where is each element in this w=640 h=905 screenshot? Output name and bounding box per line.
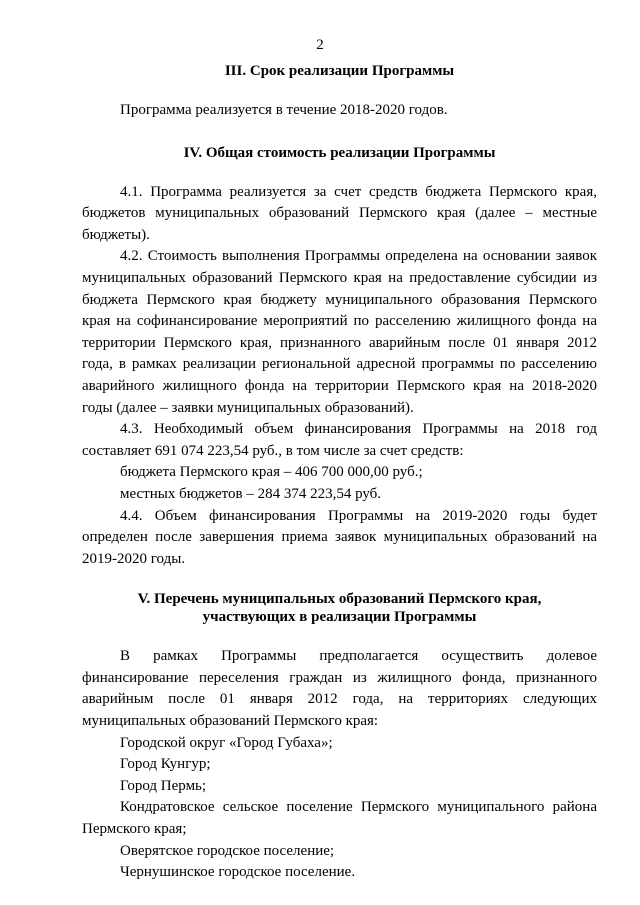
page-number: 2 [316, 37, 324, 53]
local-budgets-line: местных бюджетов – 284 374 223,54 руб. [120, 485, 382, 502]
regional-budget-line: бюджета Пермского края – 406 700 000,00 руб.; [120, 464, 423, 481]
paragraph-4-1: 4.1. Программа реализуется за счет средств бюджета Пермского края, бюджетов муниципальных образований Пермского края (далее – местные бюджеты). [82, 183, 597, 243]
section-5-intro: В рамках Программы предполагается осуществить долевое финансирование переселения граждан из жилищного фонда, признанного аварийным после 01 января 2012 года, на территориях следующих муниципальных образований Пермского края: [82, 648, 597, 730]
paragraph-4-3: 4.3. Необходимый объем финансирования Программы на 2018 год составляет 691 074 223,54 руб., в том числе за счет средств: [82, 421, 597, 459]
section-4-heading: IV. Общая стоимость реализации Программы [183, 144, 496, 161]
section-5-heading-line-2: участвующих в реализации Программы [202, 609, 477, 626]
section-5-heading [82, 590, 597, 626]
section-3-text: Программа реализуется в течение 2018-2020 годов. [120, 102, 448, 118]
municipality-item: Оверятское городское поселение; [120, 842, 335, 859]
municipality-item: Город Кунгур; [120, 756, 211, 773]
section-5-heading-line-1: V. Перечень муниципальных образований Пермского края, [137, 591, 542, 608]
municipality-item: Кондратовское сельское поселение Пермского муниципального района Пермского края; [82, 799, 597, 838]
paragraph-4-4: 4.4. Объем финансирования Программы на 2019-2020 годы будет определен после завершения приема заявок муниципальных образований на 2019-2020 годы. [82, 507, 597, 567]
municipality-item: Городской округ «Город Губаха»; [120, 734, 333, 751]
section-3-heading: III. Срок реализации Программы [224, 63, 455, 79]
paragraph-4-2: 4.2. Стоимость выполнения Программы определена на основании заявок муниципальных образований Пермского края на предоставление субсидии из бюджета Пермского края бюджету муниципального образования Пермского края на софинансирование мероприятий по расселению жилищного фонда на территории Пермского края, признанного аварийным после 01 января 2012 года, в рамках реализации региональной адресной программы по расселению аварийного жилищного фонда на территории Пермского края на 2018-2020 годы (далее – заявки муниципальных образований). [82, 248, 597, 416]
page-content [82, 62, 597, 884]
municipality-item: Чернушинское городское поселение. [120, 864, 356, 881]
municipality-item: Город Пермь; [120, 777, 207, 794]
